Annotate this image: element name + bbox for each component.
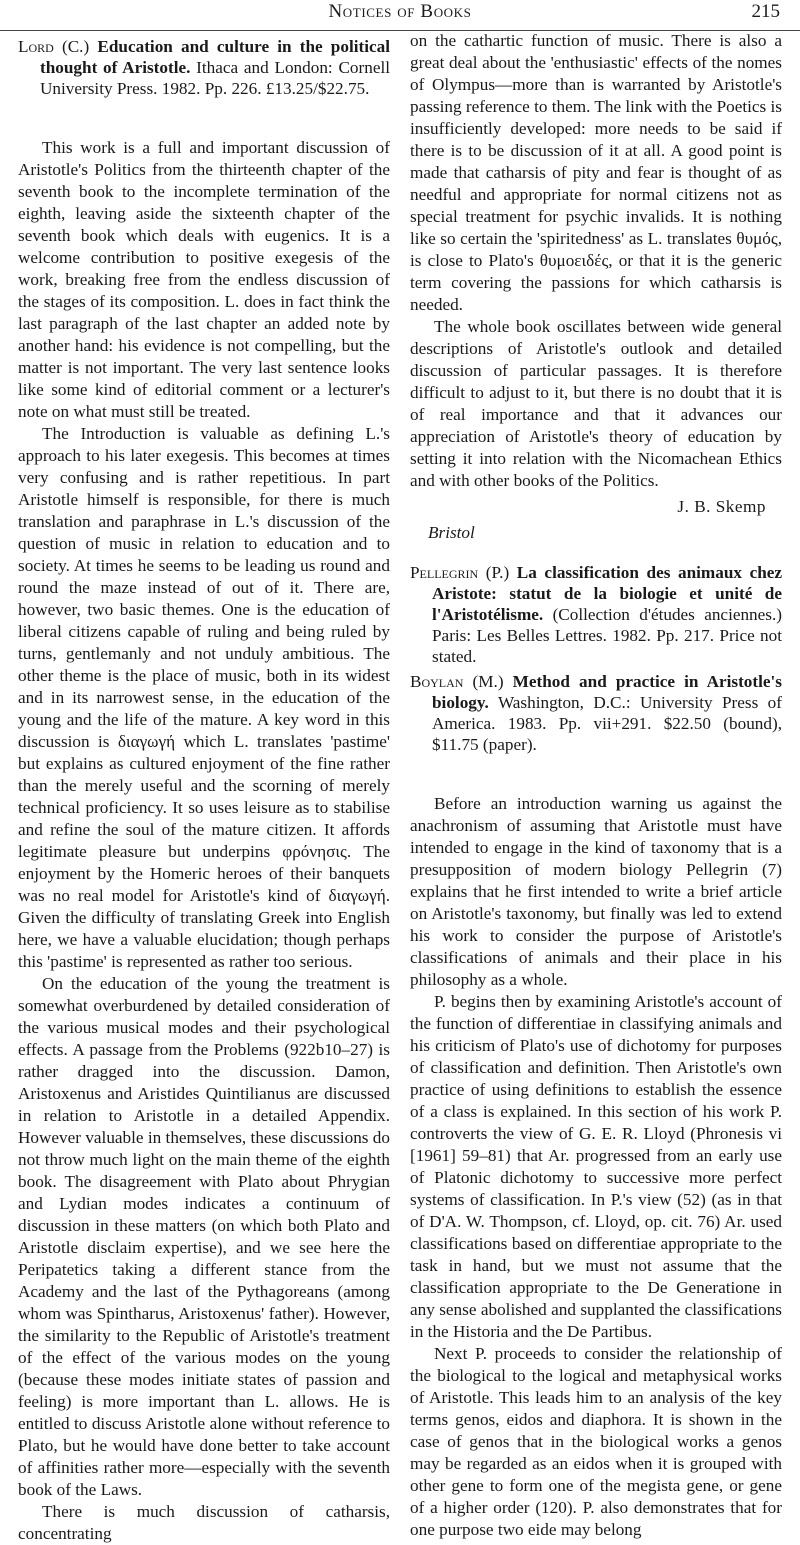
review-paragraph: Next P. proceeds to consider the relationship of the biological to the logical and metaphysical works of Aristotle. This leads him to an analysis of the key terms genos, eidos and diaphora. It is shown in the case of genos that in the biological works a genos may be regarded as an eidos when it is grouped with other gene to form one of the megista gene, or gene of a higher order (120). P. also demonstrates that for one purpose two eide may belong [410, 1344, 782, 1539]
entry-publication: (Collection d'études anciennes.) Paris: Les Belles Lettres. 1982. Pp. 217. Price not stated. [432, 605, 782, 666]
entry-author: Lord (C.) [18, 37, 90, 56]
review-paragraph: Before an introduction warning us against the anachronism of assuming that Aristotle must have intended to engage in the kind of taxonomy that is a presupposition of modern biology Pellegrin (7) explains that he first intended to write a brief article on Aristotle's taxonomy, but finally was led to extend his work to consider the purpose of Aristotle's classifications of animals and their place in his philosophy as a whole. [410, 794, 782, 989]
review-paragraph: This work is a full and important discussion of Aristotle's Politics from the thirteenth chapter of the seventh book to the incomplete termination of the eighth, leaving aside the sixteenth chapter of the seventh book which deals with eugenics. It is a welcome contribution to positive exegesis of the work, breaking free from the endless discussion of the stages of its composition. L. does in fact think the last paragraph of the last chapter an added note by another hand: his evidence is not compelling, but the matter is not important. The very last sentence looks like some kind of editorial comment or a lecturer's note on what must still be treated. [18, 138, 390, 421]
page-number: 215 [751, 1, 780, 22]
review-paragraph: On the education of the young the treatment is somewhat overburdened by detailed consideration of the various musical modes and their psychological effects. A passage from the Problems (922b10–27) is rather dragged into the discussion. Damon, Aristoxenus and Aristides Quintilianus are discussed in relation to Aristotle in a detailed Appendix. However valuable in themselves, these discussions do not throw much light on the main theme of the eighth book. The disagreement with Plato about Phrygian and Lydian modes indicates a continuum of discussion in these matters (on which both Plato and Aristotle disclaim expertise), and we see here the Peripatetics taking a different stance from the Academy and the last of the Pythagoreans (among whom was Spintharus, Aristoxenus' father). However, the similarity to the Republic of Aristotle's treatment of the effect of the various modes on the young (because these modes initiate states of passion and feeling) is more important than L. allows. He is entitled to discuss Aristotle alone without reference to Plato, but he would have done better to take account of affinities rather more—especially with the seventh book of the Laws. [18, 974, 390, 1499]
book-entry-boylan [410, 671, 782, 755]
review-paragraph: P. begins then by examining Aristotle's account of the function of differentiae in classifying animals and his criticism of Plato's use of dichotomy for purposes of classification and definition. Then Aristotle's own practice of using definitions to establish the essence of a class is explained. In this section of his work P. controverts the view of G. E. R. Lloyd (Phronesis vi [1961] 59–81) that Ar. progressed from an early use of Platonic dichotomy to successive more perfect systems of classification. In P.'s view (52) (as in that of D'A. W. Thompson, cf. Lloyd, op. cit. 76) Ar. used classifications based on differentiae appropriate to the task in hand, but we must not assume that the classification appropriate to the De Generatione in any sense abolished and supplanted the classifications in the Historia and the De Partibus. [410, 992, 782, 1341]
left-column [18, 30, 391, 1543]
entry-title: La classification des animaux chez Aristote: statut de la biologie et unité de l'Aristotélisme. [432, 563, 783, 624]
review-paragraph: The Introduction is valuable as defining L.'s approach to his later exegesis. This becomes at times very confusing and is rather repetitious. In part Aristotle himself is responsible, for there is much translation and paraphrase in L.'s discussion of the question of music in relation to education and to society. At times he seems to be leading us round and round the maze instead of out of it. There are, however, two basic themes. One is the education of liberal citizens capable of ruling and being ruled by turns, gentlemanly and not unduly ambitious. The other theme is the place of music, both in its widest and in its narrowest sense, in the education of the young and the life of the mature. A key word in this discussion is διαγωγή which L. translates 'pastime' but explains as cultured enjoyment of the fine rather than the merely useful and the scorning of merely technical proficiency. It so uses leisure as to stabilise and refine the soul of the mature citizen. It affords legitimate pleasure but underpins φρόνησις. The enjoyment by the Homeric heroes of their banquets was no real model for Aristotle's kind of διαγωγή. Given the difficulty of translating Greek into English here, we have a valuable elucidation; though perhaps this 'pastime' is represented as rather too serious. [18, 424, 390, 971]
entry-author: Pellegrin (P.) [410, 563, 510, 582]
review-paragraph: The whole book oscillates between wide general descriptions of Aristotle's outlook and detailed discussion of particular passages. It is therefore difficult to adjust to it, but there is no doubt that it is of real importance and that it advances our appreciation of Aristotle's theory of education by setting it into relation with the Nicomachean Ethics and with other books of the Politics. [410, 317, 782, 490]
entry-publication: Washington, D.C.: University Press of America. 1983. Pp. vii+291. $22.50 (bound), $11.75 (paper). [432, 693, 782, 754]
entry-title: Education and culture in the political thought of Aristotle. [40, 37, 391, 77]
book-entry-lord [18, 36, 390, 99]
entry-publication: Ithaca and London: Cornell University Press. 1982. Pp. 226. £13.25/$22.75. [40, 58, 390, 98]
entry-author: Boylan (M.) [410, 672, 504, 691]
running-title: Notices of Books [328, 1, 472, 22]
review-paragraph-continued: on the cathartic function of music. There is also a great deal about the 'enthusiastic' effects of the nomes of Olympus—more than is warranted by Aristotle's passing reference to them. The link with the Poetics is insufficiently developed: more needs to be said if there is to be discussion of it at all. A good point is made that catharsis of pity and fear is thought of as needful and appropriate for normal citizens not as special treatment for psychic invalids. It is nothing like so certain the 'spiritedness' as L. translates θυμός, is close to Plato's θυμοειδές, or that it is the generic term covering the passions for which catharsis is needed. [410, 31, 782, 314]
review-paragraph: There is much discussion of catharsis, concentrating [18, 1502, 390, 1543]
entry-title: Method and practice in Aristotle's biology. [432, 672, 782, 712]
reviewer-affiliation: Bristol [428, 523, 475, 542]
right-column [410, 30, 783, 1539]
running-head [0, 0, 800, 31]
reviewer-signature: J. B. Skemp [677, 497, 766, 516]
book-entry-pellegrin [410, 562, 782, 667]
